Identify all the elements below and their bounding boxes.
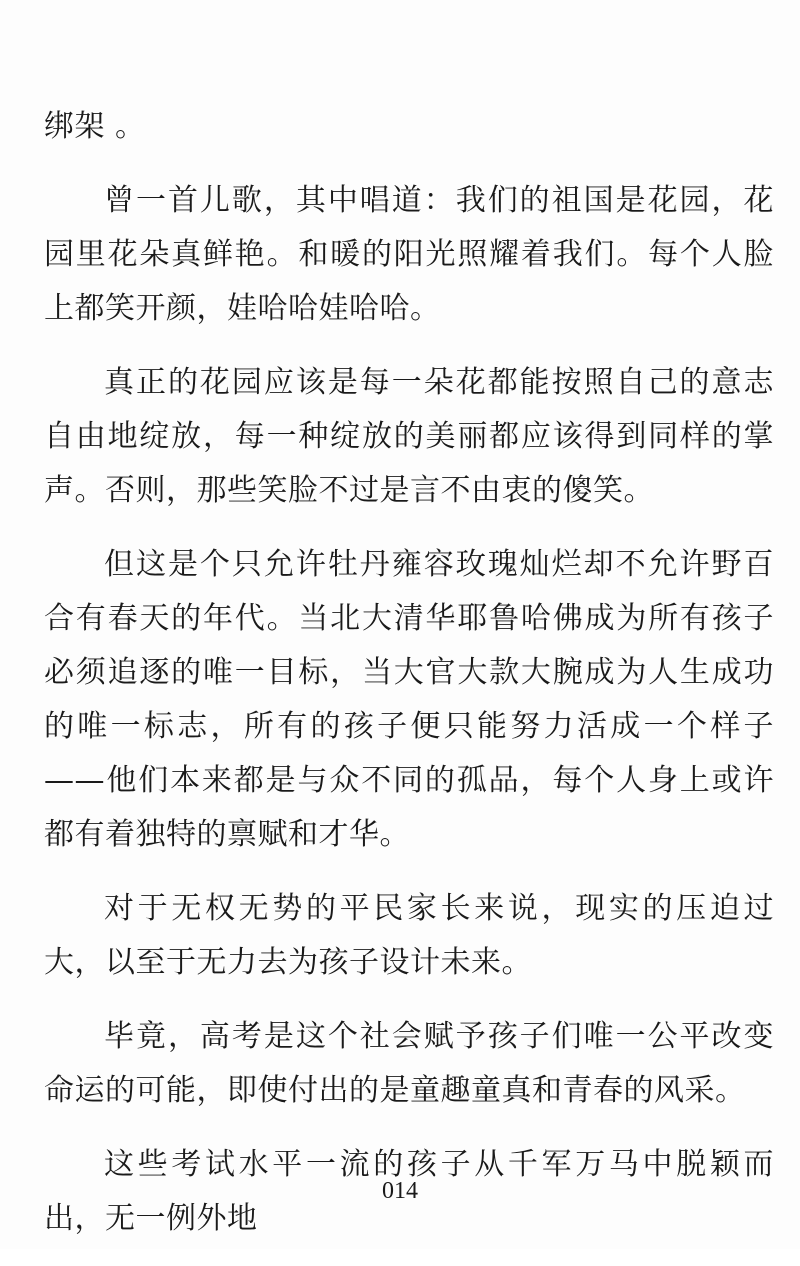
paragraph-3: 真正的花园应该是每一朵花都能按照自己的意志自由地绽放，每一种绽放的美丽都应该得到同样的掌声。否则，那些笑脸不过是言不由衷的傻笑。 — [44, 365, 774, 508]
paragraph-4: 但这是个只允许牡丹雍容玫瑰灿烂却不允许野百合有春天的年代。当北大清华耶鲁哈佛成为所有孩子必须追逐的唯一目标，当大官大款大腕成为人生成功的唯一标志，所有的孩子便只能努力活成一个样子——他们本来都是与众不同的孤品，每个人身上或许都有着独特的禀赋和才华。 — [44, 547, 774, 852]
body-text — [44, 100, 774, 1266]
paragraph-7: 这些考试水平一流的孩子从千军万马中脱颖而出，无一例外地 — [44, 1147, 774, 1236]
paragraph-1: 绑架 。 — [44, 109, 146, 144]
paragraph-2: 曾一首儿歌，其中唱道：我们的祖国是花园，花园里花朵真鲜艳。和暖的阳光照耀着我们。每个人脸上都笑开颜，娃哈哈娃哈哈。 — [44, 183, 774, 326]
paragraph-6: 毕竟，高考是这个社会赋予孩子们唯一公平改变命运的可能，即使付出的是童趣童真和青春的风采。 — [44, 1019, 774, 1108]
paragraph-5: 对于无权无势的平民家长来说，现实的压迫过大，以至于无力去为孩子设计未来。 — [44, 891, 774, 980]
page-number: 014 — [382, 1178, 418, 1204]
